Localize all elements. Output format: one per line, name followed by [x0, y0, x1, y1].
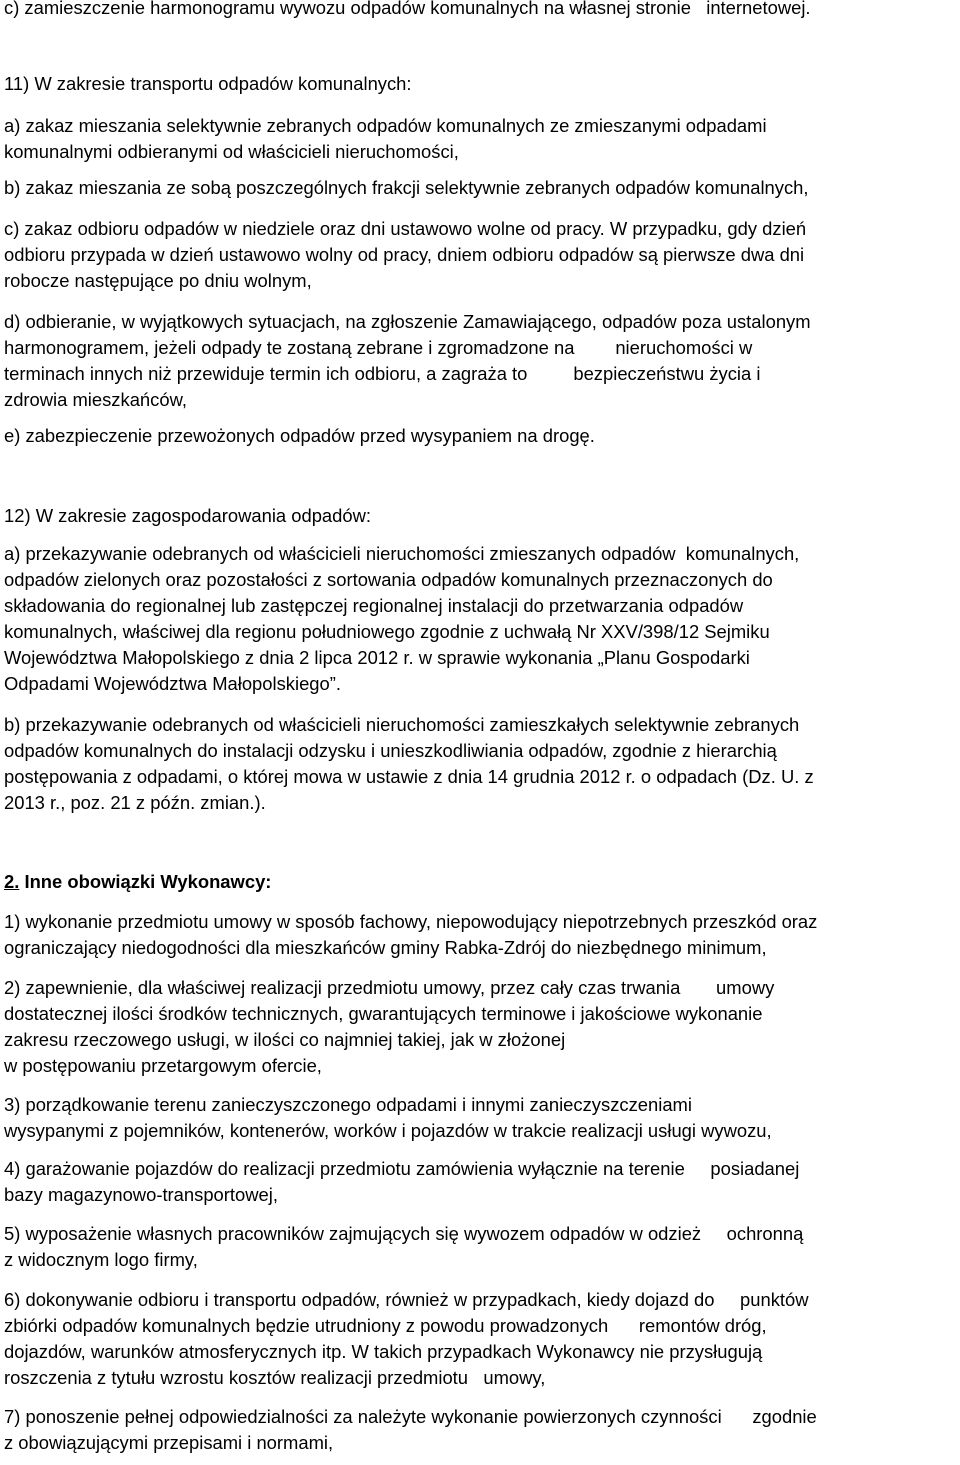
text-line: e) zabezpieczenie przewożonych odpadów przed wysypaniem na drogę.	[4, 425, 595, 446]
paragraph-11b	[4, 175, 809, 201]
text-line: Województwa Małopolskiego z dnia 2 lipca 2012 r. w sprawie wykonania „Planu Gospodarki	[4, 647, 750, 668]
section-title: Inne obowiązki Wykonawcy:	[19, 871, 272, 892]
text-line: a) zakaz mieszania selektywnie zebranych odpadów komunalnych ze zmieszanymi odpadami	[4, 115, 767, 136]
duty-item-6	[4, 1287, 809, 1391]
text-line: odpadów zielonych oraz pozostałości z sortowania odpadów komunalnych przeznaczonych do	[4, 569, 773, 590]
text-line: 4) garażowanie pojazdów do realizacji przedmiotu zamówienia wyłącznie na terenie posiadanej	[4, 1158, 800, 1179]
section-heading-12	[4, 503, 371, 529]
text-line: 6) dokonywanie odbioru i transportu odpadów, również w przypadkach, kiedy dojazd do punktów	[4, 1289, 809, 1310]
text-line: 1) wykonanie przedmiotu umowy w sposób fachowy, niepowodujący niepotrzebnych przeszkód oraz	[4, 911, 818, 932]
text-line: robocze następujące po dniu wolnym,	[4, 270, 312, 291]
text-line: komunalnych, właściwej dla regionu południowego zgodnie z uchwałą Nr XXV/398/12 Sejmiku	[4, 621, 770, 642]
text-line: a) przekazywanie odebranych od właścicieli nieruchomości zmieszanych odpadów komunalnych,	[4, 543, 800, 564]
text-line: postępowania z odpadami, o której mowa w ustawie z dnia 14 grudnia 2012 r. o odpadach (Dz. U. z	[4, 766, 814, 787]
text-line: z widocznym logo firmy,	[4, 1249, 198, 1270]
text-line: komunalnymi odbieranymi od właścicieli nieruchomości,	[4, 141, 459, 162]
text-line: b) przekazywanie odebranych od właścicieli nieruchomości zamieszkałych selektywnie zebranych	[4, 714, 800, 735]
text-line: w postępowaniu przetargowym ofercie,	[4, 1055, 322, 1076]
text-line: 11) W zakresie transportu odpadów komunalnych:	[4, 73, 412, 94]
text-line: Odpadami Województwa Małopolskiego”.	[4, 673, 341, 694]
paragraph-11d	[4, 309, 811, 413]
section-heading-2	[4, 869, 271, 895]
text-line: 7) ponoszenie pełnej odpowiedzialności za należyte wykonanie powierzonych czynności zgodnie	[4, 1406, 817, 1427]
text-line: składowania do regionalnej lub zastępczej regionalnej instalacji do przetwarzania odpadów	[4, 595, 744, 616]
duty-item-1	[4, 909, 817, 961]
duty-item-7	[4, 1404, 817, 1456]
duty-item-2	[4, 975, 774, 1079]
text-line: 2013 r., poz. 21 z późn. zmian.).	[4, 792, 266, 813]
text-line: z obowiązującymi przepisami i normami,	[4, 1432, 334, 1453]
section-number: 2.	[4, 871, 20, 892]
text-line: bazy magazynowo-transportowej,	[4, 1184, 278, 1205]
text-line: dojazdów, warunków atmosferycznych itp. W takich przypadkach Wykonawcy nie przysługują	[4, 1341, 763, 1362]
text-line: 12) W zakresie zagospodarowania odpadów:	[4, 505, 372, 526]
text-line	[4, 869, 271, 895]
text-line: odbioru przypada w dzień ustawowo wolny od pracy, dniem odbioru odpadów są pierwsze dwa dni	[4, 244, 805, 265]
paragraph-11c	[4, 216, 806, 294]
text-line: 5) wyposażenie własnych pracowników zajmujących się wywozem odpadów w odzież ochronną	[4, 1223, 804, 1244]
text-line: zakresu rzeczowego usługi, w ilości co najmniej takiej, jak w złożonej	[4, 1029, 566, 1050]
paragraph-harmonogram	[4, 0, 811, 21]
text-line: odpadów komunalnych do instalacji odzysku i unieszkodliwiania odpadów, zgodnie z hierarchią	[4, 740, 777, 761]
text-line: harmonogramem, jeżeli odpady te zostaną zebrane i zgromadzone na nieruchomości w	[4, 337, 753, 358]
text-line: b) zakaz mieszania ze sobą poszczególnych frakcji selektywnie zebranych odpadów komunalnych,	[4, 177, 809, 198]
text-line: zbiórki odpadów komunalnych będzie utrudniony z powodu prowadzonych remontów dróg,	[4, 1315, 767, 1336]
section-heading-11	[4, 71, 412, 97]
paragraph-12b	[4, 712, 814, 816]
text-line: ograniczający niedogodności dla mieszkańców gminy Rabka-Zdrój do niezbędnego minimum,	[4, 937, 767, 958]
text-line: c) zamieszczenie harmonogramu wywozu odpadów komunalnych na własnej stronie internetowej.	[4, 0, 811, 18]
duty-item-5	[4, 1221, 803, 1273]
text-line: terminach innych niż przewiduje termin ich odbioru, a zagraża to bezpieczeństwu życia i	[4, 363, 761, 384]
duty-item-3	[4, 1092, 772, 1144]
text-line: 2) zapewnienie, dla właściwej realizacji przedmiotu umowy, przez cały czas trwania umowy	[4, 977, 775, 998]
duty-item-4	[4, 1156, 799, 1208]
text-line: 3) porządkowanie terenu zanieczyszczonego odpadami i innymi zanieczyszczeniami	[4, 1094, 692, 1115]
text-line: c) zakaz odbioru odpadów w niedziele oraz dni ustawowo wolne od pracy. W przypadku, gdy dzień	[4, 218, 807, 239]
text-line: d) odbieranie, w wyjątkowych sytuacjach, na zgłoszenie Zamawiającego, odpadów poza ustalonym	[4, 311, 811, 332]
paragraph-12a	[4, 541, 799, 697]
text-line: wysypanymi z pojemników, kontenerów, worków i pojazdów w trakcie realizacji usługi wywozu,	[4, 1120, 772, 1141]
paragraph-11e	[4, 423, 595, 449]
text-line: dostatecznej ilości środków technicznych, gwarantujących terminowe i jakościowe wykonanie	[4, 1003, 763, 1024]
text-line: roszczenia z tytułu wzrostu kosztów realizacji przedmiotu umowy,	[4, 1367, 546, 1388]
text-line: zdrowia mieszkańców,	[4, 389, 187, 410]
paragraph-11a	[4, 113, 767, 165]
